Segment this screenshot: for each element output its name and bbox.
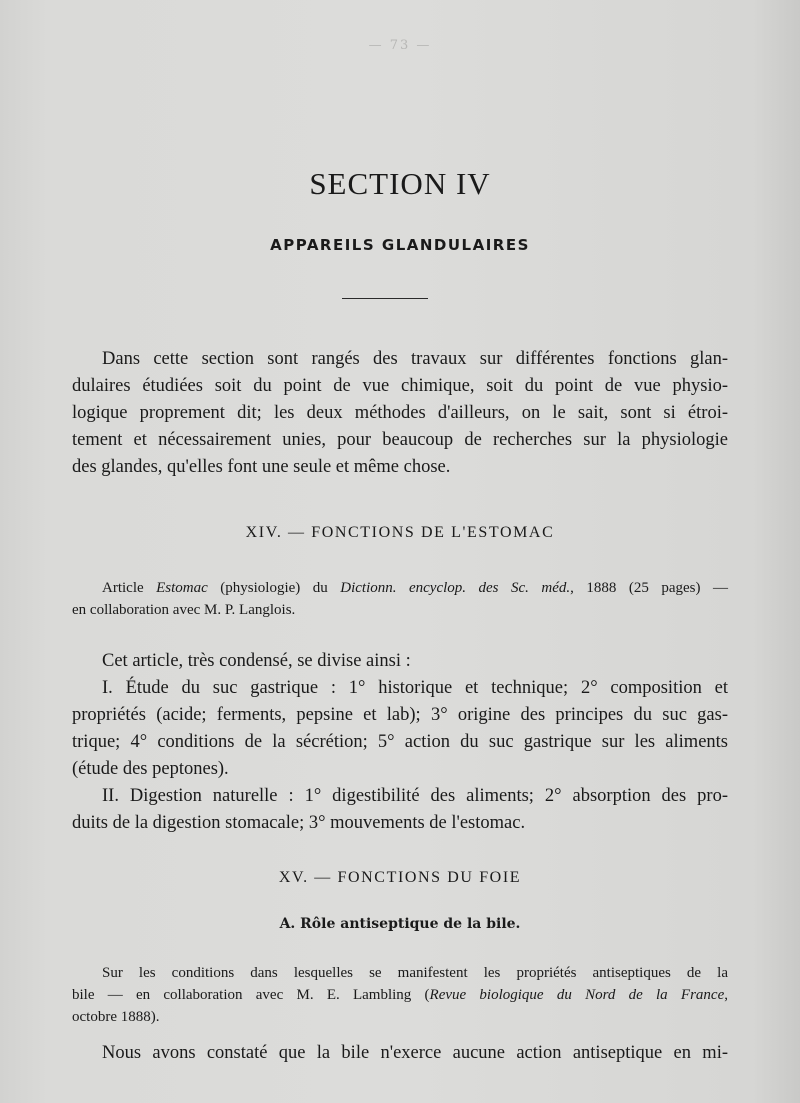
- body-line: Nous avons constaté que la bile n'exerce aucune action antiseptique en mi-: [102, 1043, 728, 1063]
- body-line: Cet article, très condensé, se divise ainsi :: [102, 651, 411, 671]
- chapter-xiv-reference: [72, 577, 728, 621]
- reference-line: Sur les conditions dans lesquelles se manifestent les propriétés antiseptiques de la: [102, 965, 728, 981]
- section-subtitle: APPAREILS GLANDULAIRES: [270, 236, 530, 254]
- intro-paragraph: [72, 346, 728, 481]
- chapter-xv-heading: XV. — FONCTIONS DU FOIE: [278, 869, 522, 886]
- chapter-xv-body: [72, 1040, 728, 1067]
- reference-line: en collaboration avec M. P. Langlois.: [72, 602, 296, 618]
- reference-text: , 1888 (25 pages) —: [570, 580, 728, 596]
- reference-line: [72, 984, 728, 1006]
- body-line: propriétés (acide; ferments, pepsine et lab); 3° origine des principes du suc gas-: [72, 705, 728, 725]
- intro-line: tement et nécessairement unies, pour beaucoup de recherches sur la physiologie: [72, 430, 728, 450]
- chapter-xv-reference: [72, 962, 728, 1028]
- body-line: (étude des peptones).: [72, 759, 229, 779]
- reference-title-italic: Estomac: [156, 580, 208, 596]
- chapter-xiv-heading: XIV. — FONCTIONS DE L'ESTOMAC: [245, 524, 555, 541]
- body-line: II. Digestion naturelle : 1° digestibilité des aliments; 2° absorption des pro-: [102, 786, 728, 806]
- section-title: SECTION IV: [309, 166, 491, 201]
- reference-line: [72, 577, 728, 599]
- body-line: I. Étude du suc gastrique : 1° historique et technique; 2° composition et: [102, 678, 728, 698]
- reference-text: ,: [724, 987, 728, 1003]
- chapter-xiv-body: [72, 648, 728, 837]
- body-line: trique; 4° conditions de la sécrétion; 5° action du suc gastrique sur les aliments: [72, 732, 728, 752]
- intro-line: dulaires étudiées soit du point de vue chimique, soit du point de vue physio-: [72, 376, 728, 396]
- intro-line: des glandes, qu'elles font une seule et même chose.: [72, 457, 451, 477]
- reference-text: Article: [102, 580, 157, 596]
- body-line: duits de la digestion stomacale; 3° mouvements de l'estomac.: [72, 813, 526, 833]
- running-head: — 73 —: [368, 38, 432, 53]
- reference-line: octobre 1888).: [72, 1009, 160, 1025]
- chapter-xv-subheading: A. Rôle antiseptique de la bile.: [279, 916, 521, 932]
- section-divider: [342, 298, 428, 299]
- intro-line: Dans cette section sont rangés des travaux sur différentes fonctions glan-: [102, 349, 728, 369]
- intro-line: logique proprement dit; les deux méthodes d'ailleurs, on le sait, sont si étroi-: [72, 403, 728, 423]
- reference-text: bile — en collaboration avec M. E. Lambling (: [72, 987, 430, 1003]
- reference-journal-italic: Dictionn. encyclop. des Sc. méd.: [340, 580, 571, 596]
- reference-journal-italic: Revue biologique du Nord de la France: [429, 987, 725, 1003]
- reference-text: (physiologie) du: [207, 580, 341, 596]
